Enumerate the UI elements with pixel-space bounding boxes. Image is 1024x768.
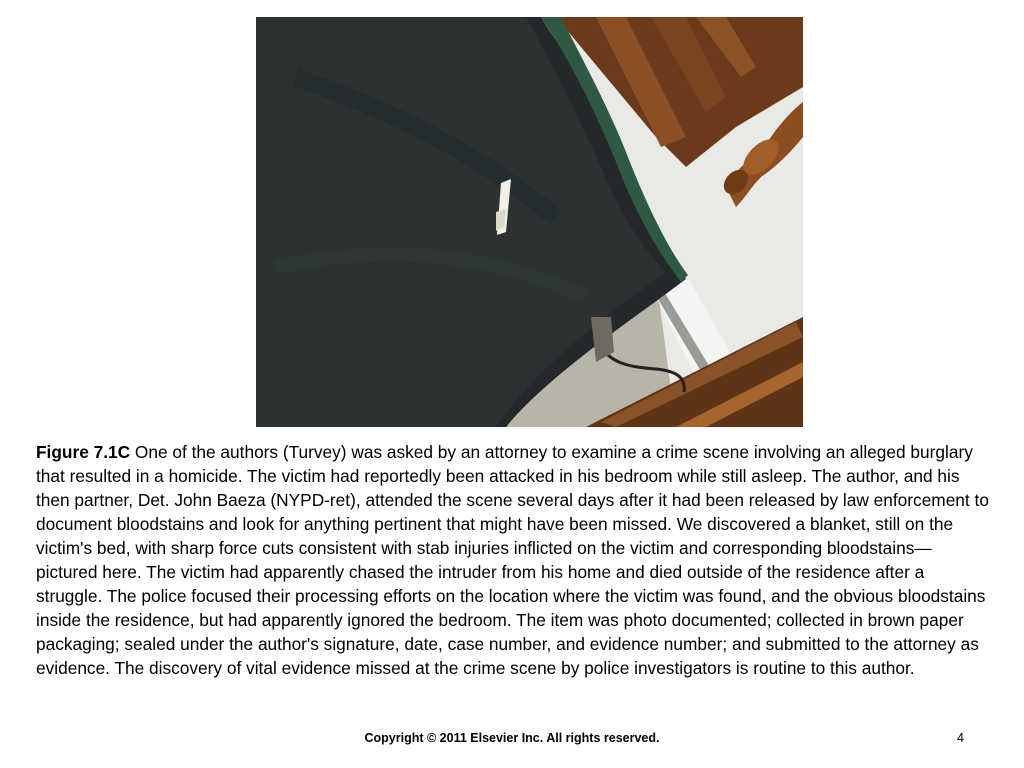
page-number: 4 xyxy=(957,731,964,745)
copyright-notice: Copyright © 2011 Elsevier Inc. All rights reserved. xyxy=(364,731,660,745)
evidence-photo xyxy=(256,17,803,427)
figure-caption-text: One of the authors (Turvey) was asked by an attorney to examine a crime scene involving an alleged burglary that resulted in a homicide. The victim had reportedly been attacked in his bedroom while still asleep. The author, and his then partner, Det. John Baeza (NYPD-ret), attended the scene several days after it had been released by law enforcement to document bloodstains and look for anything pertinent that might have been missed. We discovered a blanket, still on the victim's bed, with sharp force cuts consistent with stab injuries inflicted on the victim and corresponding bloodstains—pictured here. The victim had apparently chased the intruder from his home and died outside of the residence after a struggle. The police focused their processing efforts on the location where the victim was found, and the obvious bloodstains inside the residence, but had apparently ignored the bedroom. The item was photo documented; collected in brown paper packaging; sealed under the author's signature, date, case number, and evidence number; and submitted to the attorney as evidence. The discovery of vital evidence missed at the crime scene by police investigators is routine to this author. xyxy=(36,442,989,678)
figure-label: Figure 7.1C xyxy=(36,442,131,462)
figure-caption xyxy=(36,440,992,680)
